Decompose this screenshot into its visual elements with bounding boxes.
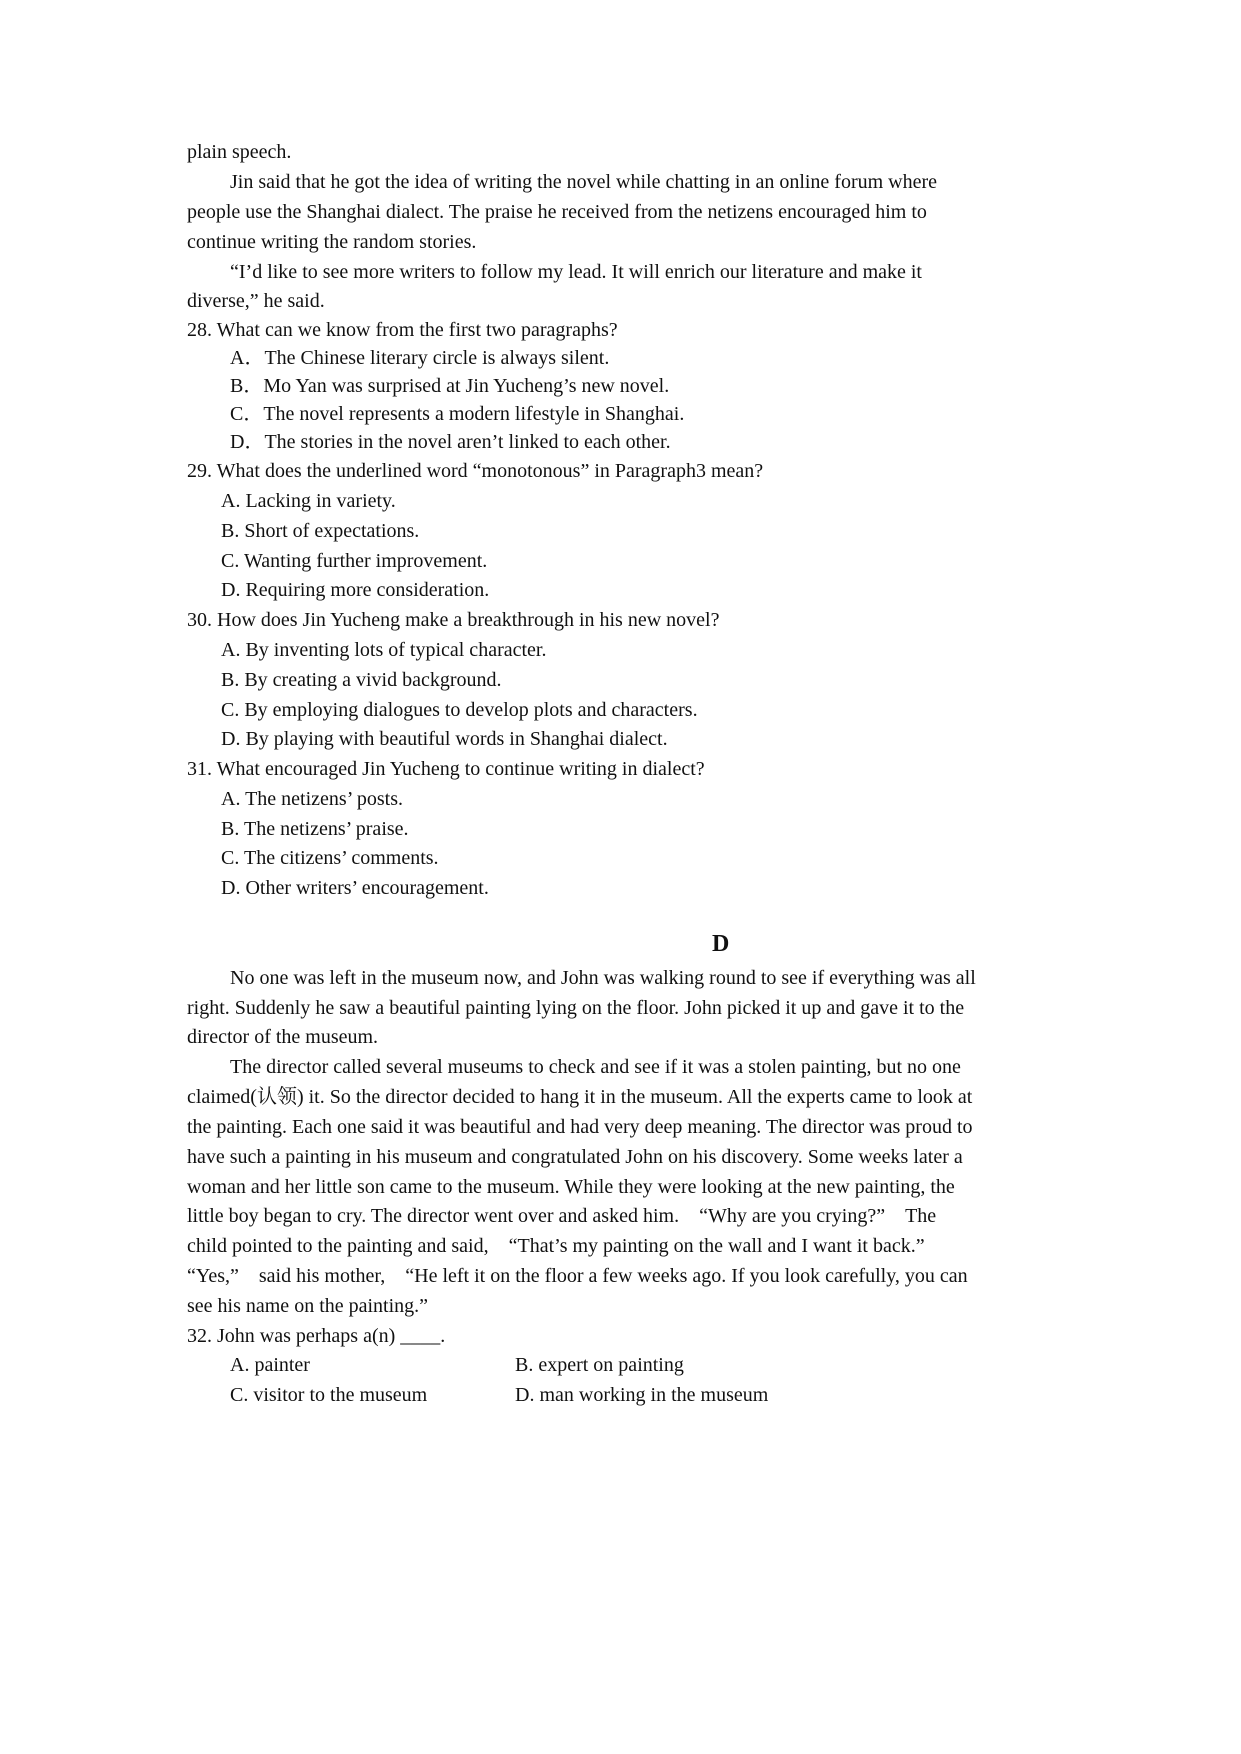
question-32-option-a: A. painter	[230, 1354, 310, 1376]
question-28-option-a: A．The Chinese literary circle is always silent.	[230, 347, 610, 369]
question-30-option-d: D. By playing with beautiful words in Shanghai dialect.	[221, 728, 668, 750]
passage-line: No one was left in the museum now, and John was walking round to see if everything was all	[230, 967, 976, 989]
passage-line: the painting. Each one said it was beautiful and had very deep meaning. The director was proud to	[187, 1116, 973, 1138]
passage-line: Jin said that he got the idea of writing the novel while chatting in an online forum where	[230, 171, 938, 193]
question-31-option-b: B. The netizens’ praise.	[221, 818, 409, 840]
question-29-option-a: A. Lacking in variety.	[221, 490, 396, 512]
passage-line: plain speech.	[187, 141, 292, 163]
passage-line: little boy began to cry. The director went over and asked him. “Why are you crying?” The	[187, 1205, 937, 1227]
question-31-option-d: D. Other writers’ encouragement.	[221, 877, 489, 899]
question-31-option-a: A. The netizens’ posts.	[221, 788, 404, 810]
passage-line: people use the Shanghai dialect. The praise he received from the netizens encouraged him to	[187, 201, 927, 223]
passage-line: continue writing the random stories.	[187, 231, 477, 253]
passage-line: see his name on the painting.”	[187, 1295, 429, 1317]
question-31-stem: 31. What encouraged Jin Yucheng to continue writing in dialect?	[187, 758, 705, 780]
question-29-option-d: D. Requiring more consideration.	[221, 579, 490, 601]
question-32-option-c: C. visitor to the museum	[230, 1384, 428, 1406]
question-28-option-c: C．The novel represents a modern lifestyle in Shanghai.	[230, 403, 685, 425]
question-30-option-b: B. By creating a vivid background.	[221, 669, 502, 691]
question-28-option-b: B．Mo Yan was surprised at Jin Yucheng’s new novel.	[230, 375, 670, 397]
passage-line: “Yes,” said his mother, “He left it on the floor a few weeks ago. If you look carefully, you can	[187, 1265, 968, 1287]
passage-line: claimed(认领) it. So the director decided to hang it in the museum. All the experts came to look at	[187, 1086, 973, 1108]
question-30-stem: 30. How does Jin Yucheng make a breakthrough in his new novel?	[187, 609, 720, 631]
passage-line: diverse,” he said.	[187, 290, 325, 312]
passage-line: The director called several museums to check and see if it was a stolen painting, but no one	[230, 1056, 961, 1078]
question-31-option-c: C. The citizens’ comments.	[221, 847, 439, 869]
question-32-option-b: B. expert on painting	[515, 1354, 684, 1376]
question-29-option-b: B. Short of expectations.	[221, 520, 420, 542]
passage-line: woman and her little son came to the museum. While they were looking at the new painting, the	[187, 1176, 955, 1198]
question-28-option-d: D．The stories in the novel aren’t linked to each other.	[230, 431, 671, 453]
question-30-option-c: C. By employing dialogues to develop plots and characters.	[221, 699, 698, 721]
passage-line: have such a painting in his museum and congratulated John on his discovery. Some weeks later a	[187, 1146, 963, 1168]
question-32-option-d: D. man working in the museum	[515, 1384, 769, 1406]
question-30-option-a: A. By inventing lots of typical character.	[221, 639, 547, 661]
section-d-title: D	[712, 931, 730, 957]
passage-line: “I’d like to see more writers to follow my lead. It will enrich our literature and make it	[230, 261, 922, 283]
question-32-stem: 32. John was perhaps a(n) ____.	[187, 1325, 446, 1347]
question-29-option-c: C. Wanting further improvement.	[221, 550, 488, 572]
question-29-stem: 29. What does the underlined word “monotonous” in Paragraph3 mean?	[187, 460, 764, 482]
passage-line: right. Suddenly he saw a beautiful painting lying on the floor. John picked it up and gave it to the	[187, 997, 965, 1019]
passage-line: director of the museum.	[187, 1026, 379, 1048]
passage-line: child pointed to the painting and said, “That’s my painting on the wall and I want it back.”	[187, 1235, 925, 1257]
question-28-stem: 28. What can we know from the first two paragraphs?	[187, 319, 618, 341]
